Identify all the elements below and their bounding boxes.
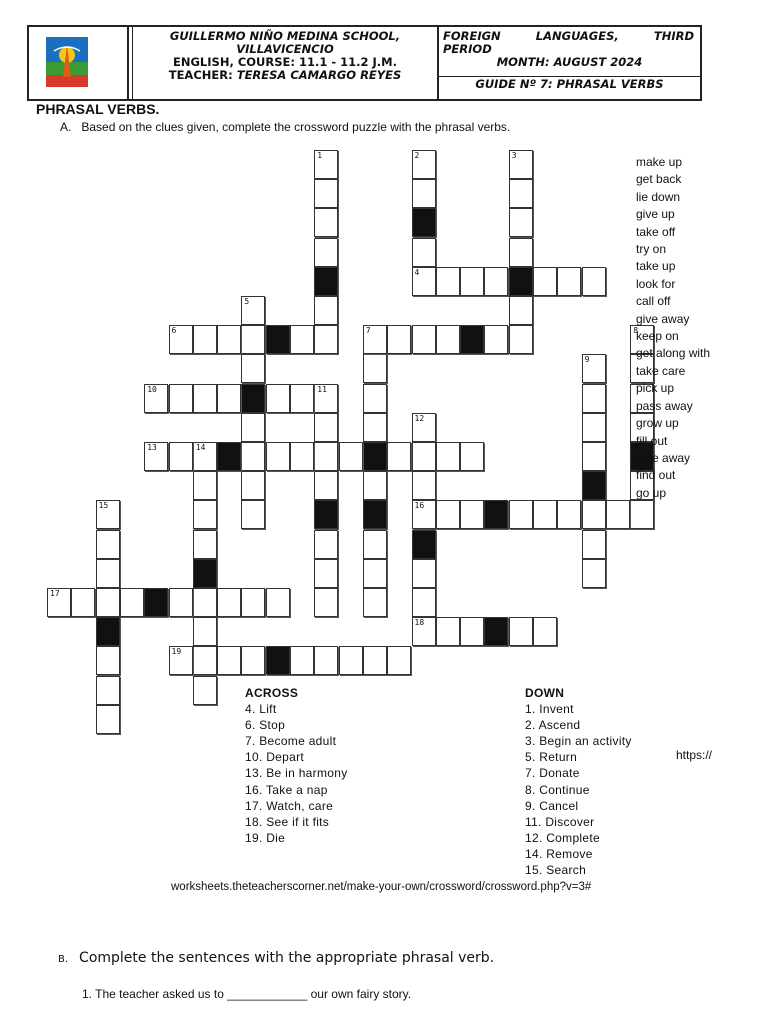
clue-number: 7 bbox=[365, 326, 371, 336]
down-clue: 7. Donate bbox=[525, 766, 580, 781]
crossword-cell[interactable] bbox=[241, 325, 265, 354]
clue-number: 2 bbox=[414, 151, 420, 160]
crossword-cell[interactable] bbox=[144, 442, 168, 471]
word-bank-item: pass away bbox=[636, 398, 693, 413]
crossword-cell[interactable] bbox=[606, 500, 630, 529]
clue-number: 4 bbox=[414, 267, 420, 277]
crossword-cell[interactable] bbox=[582, 442, 606, 471]
crossword-cell[interactable] bbox=[509, 179, 533, 208]
down-clue: 8. Continue bbox=[525, 782, 590, 797]
crossword-cell[interactable] bbox=[582, 413, 606, 442]
crossword-cell[interactable] bbox=[363, 530, 387, 559]
crossword-cell[interactable] bbox=[363, 559, 387, 588]
word-bank-item: take off bbox=[636, 224, 676, 239]
crossword-cell[interactable] bbox=[412, 325, 436, 354]
down-clue: 9. Cancel bbox=[525, 798, 579, 813]
crossword-cell[interactable] bbox=[339, 442, 363, 471]
clue-number: 19 bbox=[171, 647, 182, 657]
crossword-cell[interactable] bbox=[582, 559, 606, 588]
crossword-cell[interactable] bbox=[314, 384, 338, 413]
crossword-cell[interactable] bbox=[314, 179, 338, 208]
crossword-cell[interactable] bbox=[71, 588, 95, 617]
crossword-cell[interactable] bbox=[193, 500, 217, 529]
crossword-cell[interactable] bbox=[193, 530, 217, 559]
crossword-cell[interactable] bbox=[169, 442, 193, 471]
word-bank-item: give away bbox=[636, 311, 690, 326]
school-name: GUILLERMO NIÑO MEDINA SCHOOL, bbox=[169, 29, 401, 43]
crossword-cell[interactable] bbox=[266, 384, 290, 413]
crossword-black-cell bbox=[241, 384, 265, 413]
crossword-cell[interactable] bbox=[509, 325, 533, 354]
crossword-cell[interactable] bbox=[387, 325, 411, 354]
area-word-4: PERIOD bbox=[443, 42, 492, 56]
across-clue: 6. Stop bbox=[245, 718, 286, 733]
across-clue: 17. Watch, care bbox=[245, 798, 334, 813]
crossword-cell[interactable] bbox=[363, 384, 387, 413]
crossword-cell[interactable] bbox=[47, 588, 71, 617]
crossword-cell[interactable] bbox=[436, 267, 460, 296]
crossword-cell[interactable] bbox=[412, 179, 436, 208]
down-clue: 3. Begin an activity bbox=[525, 734, 632, 749]
word-bank-item: look for bbox=[636, 276, 676, 291]
course-line: ENGLISH, COURSE: 11.1 - 11.2 J.M. bbox=[173, 55, 397, 69]
crossword-cell[interactable] bbox=[193, 588, 217, 617]
clue-number: 15 bbox=[98, 501, 109, 511]
word-bank-item: fill out bbox=[636, 433, 668, 448]
crossword-cell[interactable] bbox=[460, 617, 484, 646]
word-bank-item: get along with bbox=[636, 346, 711, 361]
crossword-cell[interactable] bbox=[266, 442, 290, 471]
word-bank-item: try on bbox=[636, 242, 667, 257]
crossword-cell[interactable] bbox=[193, 384, 217, 413]
crossword-cell[interactable] bbox=[533, 617, 557, 646]
across-clues bbox=[245, 685, 348, 846]
clue-number: 9 bbox=[584, 355, 590, 365]
word-bank-item: find out bbox=[636, 468, 676, 483]
crossword-cell[interactable] bbox=[509, 150, 533, 179]
crossword-black-cell bbox=[363, 500, 387, 529]
across-clue: 7. Become adult bbox=[245, 734, 337, 749]
crossword-cell[interactable] bbox=[314, 325, 338, 354]
crossword-cell[interactable] bbox=[582, 500, 606, 529]
word-bank-item: take up bbox=[636, 259, 676, 274]
crossword-black-cell bbox=[484, 500, 508, 529]
across-clue: 4. Lift bbox=[245, 702, 277, 717]
crossword-cell[interactable] bbox=[412, 617, 436, 646]
crossword-cell[interactable] bbox=[217, 325, 241, 354]
clue-number: 13 bbox=[147, 443, 157, 452]
crossword-cell[interactable] bbox=[193, 676, 217, 705]
crossword-black-cell bbox=[363, 442, 387, 471]
crossword-cell[interactable] bbox=[169, 646, 193, 675]
question-1: 1. The teacher asked us to ____________ our own fairy story. bbox=[82, 987, 412, 1001]
section-letter: B. bbox=[58, 954, 69, 965]
crossword-cell[interactable] bbox=[193, 471, 217, 500]
crossword-cell[interactable] bbox=[314, 238, 338, 267]
school-city: VILLAVICENCIO bbox=[236, 42, 334, 56]
crossword-cell[interactable] bbox=[436, 500, 460, 529]
crossword-cell[interactable] bbox=[169, 384, 193, 413]
crossword-black-cell bbox=[582, 471, 606, 500]
crossword-cell[interactable] bbox=[96, 705, 120, 734]
crossword-cell[interactable] bbox=[387, 442, 411, 471]
clue-number: 12 bbox=[414, 413, 425, 423]
crossword-cell[interactable] bbox=[96, 530, 120, 559]
crossword-cell[interactable] bbox=[533, 500, 557, 529]
across-clue: 10. Depart bbox=[245, 750, 305, 765]
crossword-cell[interactable] bbox=[314, 530, 338, 559]
instruction-text: Complete the sentences with the appropriate phrasal verb. bbox=[79, 950, 495, 966]
crossword-cell[interactable] bbox=[436, 617, 460, 646]
crossword-cell[interactable] bbox=[509, 296, 533, 325]
clue-number: 18 bbox=[414, 618, 425, 628]
crossword-cell[interactable] bbox=[582, 267, 606, 296]
crossword-cell[interactable] bbox=[412, 413, 436, 442]
word-bank-item: keep on bbox=[636, 329, 679, 344]
instruction-text: Based on the clues given, complete the crossword puzzle with the phrasal verbs. bbox=[81, 120, 511, 134]
crossword-cell[interactable] bbox=[314, 559, 338, 588]
crossword-cell[interactable] bbox=[484, 325, 508, 354]
crossword-cell[interactable] bbox=[241, 442, 265, 471]
crossword-cell[interactable] bbox=[412, 471, 436, 500]
guide-title: GUIDE Nº 7: PHRASAL VERBS bbox=[475, 77, 664, 91]
crossword-black-cell bbox=[193, 559, 217, 588]
crossword-cell[interactable] bbox=[96, 646, 120, 675]
down-clue: 14. Remove bbox=[525, 846, 593, 861]
crossword-cell[interactable] bbox=[412, 588, 436, 617]
word-bank-item: give up bbox=[636, 207, 675, 222]
crossword-cell[interactable] bbox=[314, 208, 338, 237]
clue-number: 6 bbox=[171, 326, 177, 336]
area-word-1: FOREIGN bbox=[443, 29, 501, 43]
teacher-name: TERESA CAMARGO REYES bbox=[236, 68, 402, 82]
word-bank-item: pick up bbox=[636, 381, 675, 396]
crossword-cell[interactable] bbox=[314, 588, 338, 617]
crossword-cell[interactable] bbox=[96, 500, 120, 529]
clue-number: 11 bbox=[317, 384, 327, 394]
word-bank-item: go up bbox=[636, 485, 667, 500]
crossword-cell[interactable] bbox=[193, 442, 217, 471]
crossword-cell[interactable] bbox=[436, 442, 460, 471]
crossword-black-cell bbox=[266, 646, 290, 675]
page-title: PHRASAL VERBS. bbox=[36, 101, 160, 117]
crossword-cell[interactable] bbox=[314, 471, 338, 500]
area-word-3: THIRD bbox=[653, 29, 694, 43]
source-url-prefix: https:// bbox=[676, 748, 713, 762]
crossword-cell[interactable] bbox=[363, 354, 387, 383]
crossword-cell[interactable] bbox=[120, 588, 144, 617]
word-bank bbox=[636, 154, 710, 502]
crossword-black-cell bbox=[484, 617, 508, 646]
crossword-cell[interactable] bbox=[314, 413, 338, 442]
across-clue: 16. Take a nap bbox=[245, 782, 328, 797]
teacher-label: TEACHER: bbox=[168, 68, 233, 82]
across-clue: 18. See if it fits bbox=[245, 814, 330, 829]
crossword-black-cell bbox=[144, 588, 168, 617]
crossword-cell[interactable] bbox=[193, 325, 217, 354]
crossword-cell[interactable] bbox=[509, 238, 533, 267]
crossword-cell[interactable] bbox=[412, 442, 436, 471]
crossword-cell[interactable] bbox=[509, 617, 533, 646]
crossword-cell[interactable] bbox=[241, 296, 265, 325]
month: MONTH: AUGUST 2024 bbox=[496, 55, 643, 69]
crossword-cell[interactable] bbox=[412, 500, 436, 529]
source-url: worksheets.theteacherscorner.net/make-your-own/crossword/crossword.php?v=3# bbox=[171, 881, 592, 893]
clue-number: 3 bbox=[511, 151, 517, 160]
crossword-cell[interactable] bbox=[290, 442, 314, 471]
crossword-cell[interactable] bbox=[557, 500, 581, 529]
crossword-black-cell bbox=[509, 267, 533, 296]
crossword-cell[interactable] bbox=[169, 588, 193, 617]
crossword-cell[interactable] bbox=[290, 384, 314, 413]
word-bank-item: get back bbox=[636, 172, 682, 187]
area-word-2: LANGUAGES, bbox=[535, 29, 619, 43]
crossword-cell[interactable] bbox=[557, 267, 581, 296]
crossword-cell[interactable] bbox=[169, 325, 193, 354]
crossword-cell[interactable] bbox=[582, 530, 606, 559]
crossword-cell[interactable] bbox=[144, 384, 168, 413]
crossword-cell[interactable] bbox=[241, 646, 265, 675]
across-clue: 13. Be in harmony bbox=[245, 766, 348, 781]
crossword-cell[interactable] bbox=[241, 354, 265, 383]
clue-number: 16 bbox=[414, 501, 425, 511]
crossword-cell[interactable] bbox=[412, 267, 436, 296]
clue-number: 10 bbox=[147, 384, 157, 394]
crossword-cell[interactable] bbox=[290, 325, 314, 354]
crossword-cell[interactable] bbox=[363, 325, 387, 354]
crossword-cell[interactable] bbox=[533, 267, 557, 296]
section-b-instruction bbox=[58, 950, 494, 966]
crossword-cell[interactable] bbox=[363, 646, 387, 675]
crossword-cell[interactable] bbox=[266, 588, 290, 617]
clue-number: 17 bbox=[50, 589, 60, 598]
crossword-cell[interactable] bbox=[484, 267, 508, 296]
across-heading: ACROSS bbox=[245, 686, 299, 700]
crossword-cell[interactable] bbox=[241, 471, 265, 500]
crossword-cell[interactable] bbox=[509, 208, 533, 237]
crossword-cell[interactable] bbox=[412, 238, 436, 267]
crossword-cell[interactable] bbox=[339, 646, 363, 675]
crossword-cell[interactable] bbox=[460, 442, 484, 471]
crossword-cell[interactable] bbox=[96, 588, 120, 617]
down-clues bbox=[525, 685, 632, 878]
crossword-cell[interactable] bbox=[509, 500, 533, 529]
down-clue: 15. Search bbox=[525, 863, 587, 878]
crossword-cell[interactable] bbox=[193, 617, 217, 646]
crossword-cell[interactable] bbox=[241, 500, 265, 529]
crossword-cell[interactable] bbox=[582, 384, 606, 413]
word-bank-item: grow up bbox=[636, 416, 679, 431]
crossword-black-cell bbox=[412, 208, 436, 237]
crossword-cell[interactable] bbox=[314, 296, 338, 325]
crossword-black-cell bbox=[460, 325, 484, 354]
down-clue: 5. Return bbox=[525, 750, 578, 765]
word-bank-item: take care bbox=[636, 363, 686, 378]
crossword-cell[interactable] bbox=[314, 442, 338, 471]
crossword-black-cell bbox=[96, 617, 120, 646]
crossword-cell[interactable] bbox=[363, 588, 387, 617]
down-clue: 1. Invent bbox=[525, 702, 574, 717]
down-clue: 2. Ascend bbox=[525, 718, 581, 733]
crossword-cell[interactable] bbox=[436, 325, 460, 354]
crossword-cell[interactable] bbox=[96, 676, 120, 705]
crossword-cell[interactable] bbox=[460, 267, 484, 296]
crossword-cell[interactable] bbox=[314, 150, 338, 179]
clue-number: 14 bbox=[195, 443, 206, 452]
crossword-cell[interactable] bbox=[290, 646, 314, 675]
crossword-black-cell bbox=[314, 500, 338, 529]
crossword-cell[interactable] bbox=[241, 413, 265, 442]
crossword-cell[interactable] bbox=[217, 646, 241, 675]
clue-number: 1 bbox=[317, 151, 323, 160]
down-heading: DOWN bbox=[525, 686, 565, 700]
word-bank-item: take away bbox=[636, 450, 691, 465]
crossword-cell[interactable] bbox=[363, 413, 387, 442]
crossword-black-cell bbox=[314, 267, 338, 296]
word-bank-item: lie down bbox=[636, 189, 681, 204]
crossword-cell[interactable] bbox=[314, 646, 338, 675]
crossword-cell[interactable] bbox=[363, 471, 387, 500]
section-letter: A. bbox=[60, 120, 72, 134]
crossword-cell[interactable] bbox=[412, 559, 436, 588]
across-clue: 19. Die bbox=[245, 830, 286, 845]
word-bank-item: make up bbox=[636, 155, 683, 169]
crossword-cell[interactable] bbox=[217, 588, 241, 617]
crossword-cell[interactable] bbox=[582, 354, 606, 383]
crossword-cell[interactable] bbox=[217, 384, 241, 413]
clue-number: 5 bbox=[244, 297, 250, 306]
word-bank-item: call off bbox=[636, 294, 671, 309]
crossword-black-cell bbox=[217, 442, 241, 471]
crossword-cell[interactable] bbox=[460, 500, 484, 529]
crossword-black-cell bbox=[266, 325, 290, 354]
crossword-black-cell bbox=[412, 530, 436, 559]
down-clue: 11. Discover bbox=[525, 814, 595, 829]
crossword-cell[interactable] bbox=[387, 646, 411, 675]
crossword-cell[interactable] bbox=[630, 500, 654, 529]
crossword-cell[interactable] bbox=[96, 559, 120, 588]
clue-number: 8 bbox=[633, 326, 639, 336]
crossword-cell[interactable] bbox=[412, 150, 436, 179]
crossword-cell[interactable] bbox=[241, 588, 265, 617]
down-clue: 12. Complete bbox=[525, 830, 600, 845]
crossword-cell[interactable] bbox=[193, 646, 217, 675]
